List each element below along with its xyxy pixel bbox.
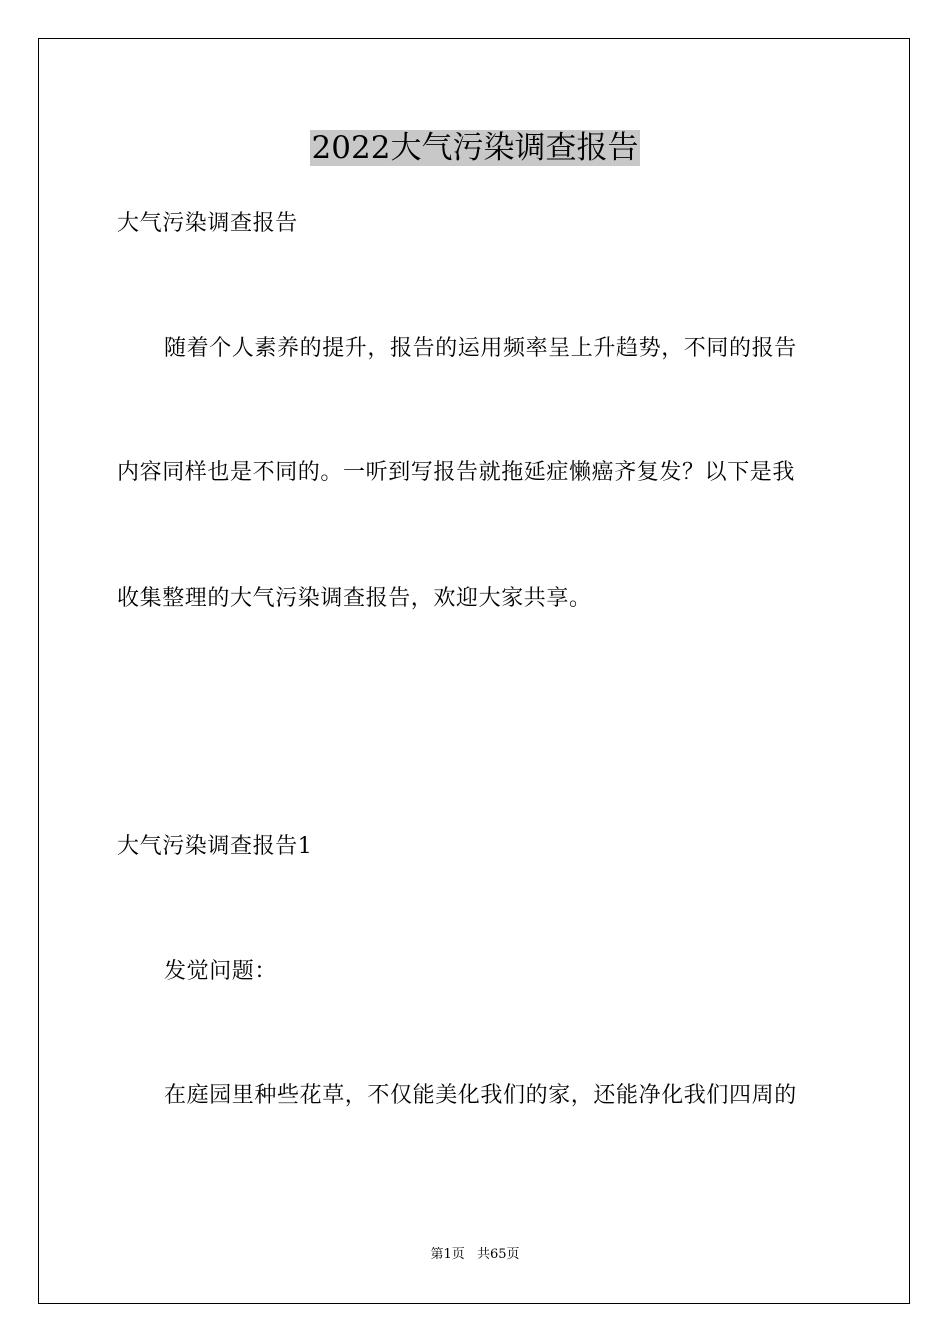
page-footer	[0, 1246, 950, 1264]
paragraph-line: 内容同样也是不同的。一听到写报告就拖延症懒癌齐复发？以下是我	[117, 460, 796, 485]
paragraph-line: 发觉问题：	[164, 959, 278, 984]
document-title-text: 2022大气污染调查报告	[311, 130, 639, 166]
paragraph-line: 随着个人素养的提升，报告的运用频率呈上升趋势，不同的报告	[164, 336, 797, 361]
document-title	[0, 126, 950, 170]
paragraph-line: 在庭园里种些花草，不仅能美化我们的家，还能净化我们四周的	[164, 1083, 797, 1108]
paragraph-line: 收集整理的大气污染调查报告，欢迎大家共享。	[117, 586, 592, 611]
subtitle-line: 大气污染调查报告	[117, 211, 298, 236]
page-number: 第1页	[430, 1247, 465, 1262]
section-heading: 大气污染调查报告1	[117, 834, 313, 859]
page-total: 共65页	[476, 1247, 520, 1262]
